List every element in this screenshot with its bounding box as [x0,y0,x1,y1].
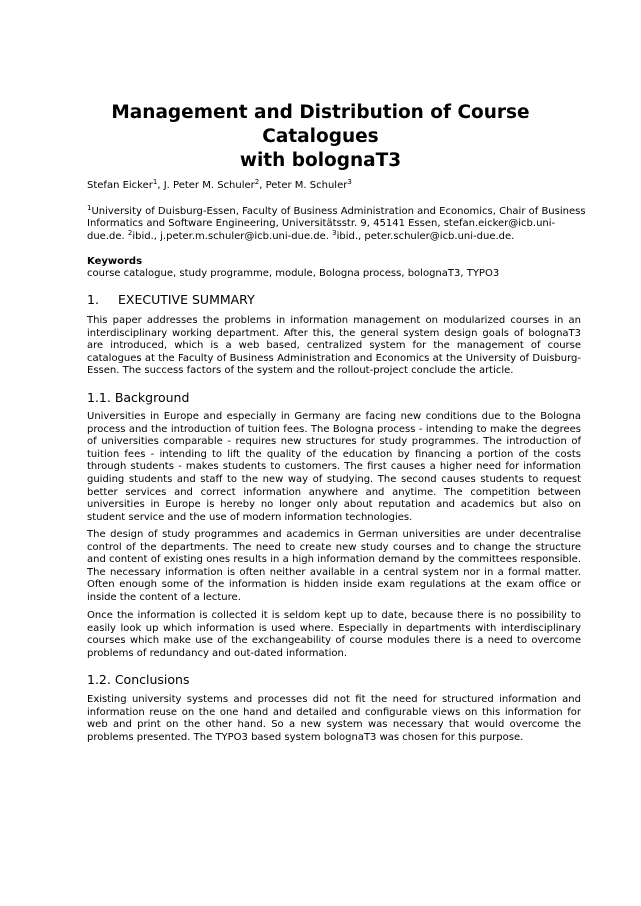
keywords-text: course catalogue, study programme, module, Bologna process, bolognaT3, TYPO3 [87,268,500,279]
author-1-mark: 1 [152,178,158,186]
title-line-1: Management and Distribution of Course Catalogues [111,102,530,147]
affiliation-1-mark: 1 [87,204,92,212]
author-3: Peter M. Schuler [265,180,348,191]
section-1-2-heading: 1.2. Conclusions [87,672,190,687]
keywords-heading: Keywords [87,256,143,267]
section-1-1-paragraph-2: The design of study programmes and academics in German universities are under decentralise control of the departments. The need to create new study courses and to change the structure and content of existing ones results in a high information demand by the committees responsible. The necessary information is often neither available in a central system nor in a formal matter. Often enough some of the information is hidden inside exam regulations at the exam office or inside the content of a lecture. [87,529,581,603]
affiliation-1: University of Duisburg-Essen, Faculty of Business Administration and Economics, Chair of Business Informatics and Software Engineering, Universitätsstr. 9, 45141 Essen, stefan.eicker@icb.uni-due.de. [87,206,586,242]
section-1-paragraph: This paper addresses the problems in information management on modularized courses in an interdisciplinary working department. After this, the general system design goals of bolognaT3 are introduced, which is a web based, centralized system for the management of course catalogues at the Faculty of Business Administration and Economics at the University of Duisburg-Essen. The success factors of the system and the rollout-project conclude the article. [87,315,581,377]
section-1-number: 1. [87,292,99,307]
paper-title [60,101,581,173]
author-2: J. Peter M. Schuler [163,180,255,191]
affiliation-2: ibid., j.peter.m.schuler@icb.uni-due.de. [132,230,329,242]
section-1-title: EXECUTIVE SUMMARY [118,292,255,307]
affiliations [87,206,587,243]
author-3-mark: 3 [347,178,352,186]
section-1-1-paragraph-3: Once the information is collected it is seldom kept up to date, because there is no possibility to easily look up which information is used where. Especially in departments with interdisciplinary courses which make use of the exchangeability of course modules there is a need to overcome problems of redundancy and out-dated information. [87,610,581,659]
affiliation-2-mark: 2 [127,228,133,237]
affiliation-3-mark: 3 [332,228,337,237]
title-line-2: with bolognaT3 [239,150,402,171]
section-1-heading [87,292,255,307]
section-1-1-paragraph-1: Universities in Europe and especially in Germany are facing new conditions due to the Bologna process and the introduction of tuition fees. The Bologna process - intending to make the degrees of universities comparable - requires new structures for study programmes. The introduction of tuition fees - intending to lift the quality of the education by financing a portion of the costs through students - makes students to customers. The first causes a higher need for information guiding students and staff to the new way of studying. The second causes students to request better services and correct information anywhere and anytime. The competition between universities in Europe is hereby no longer only about reputation and academics but also on student service and the use of modern information technologies. [87,411,581,523]
author-list: Stefan Eicker$^1$, J. Peter M. Schuler$^2$, Peter M. Schuler$^3$ [87,178,352,191]
section-1-2-paragraph-1: Existing university systems and processes did not fit the need for structured information and information reuse on the one hand and detailed and configurable views on this information for web and print on the other hand. So a new system was necessary that would overcome the problems presented. The TYPO3 based system bolognaT3 was chosen for this purpose. [87,694,581,743]
section-1-1-heading: 1.1. Background [87,390,190,405]
author-1: Stefan Eicker [87,180,153,191]
author-2-mark: 2 [254,178,260,186]
affiliation-3: ibid., peter.schuler@icb.uni-due.de. [336,230,515,242]
